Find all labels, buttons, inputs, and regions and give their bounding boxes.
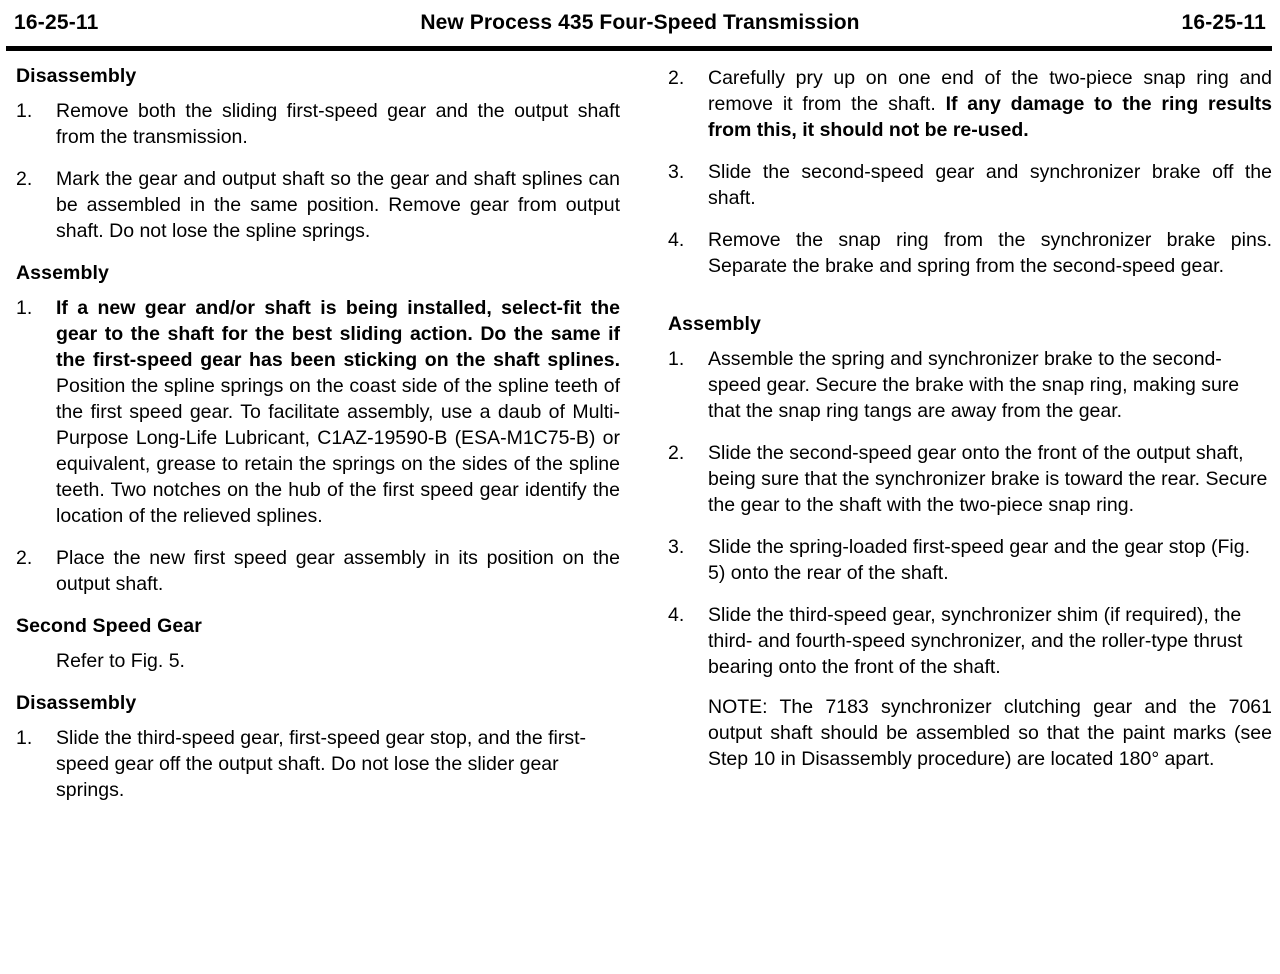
list-item xyxy=(668,65,1272,143)
list-item-text: Mark the gear and output shaft so the gear and shaft splines can be assembled in the same position. Remove gear from output shaft. Do not lose the spline springs. xyxy=(56,168,620,242)
list-item-bold-text: If a new gear and/or shaft is being installed, select-fit the gear to the shaft for the best sliding action. Do the same if the first-speed gear has been sticking on the shaft splines. xyxy=(56,297,620,371)
list-item-number: 1. xyxy=(16,297,33,319)
list-item-number: 3. xyxy=(668,161,685,183)
list-item-number: 3. xyxy=(668,536,685,558)
list-item-number: 4. xyxy=(668,604,685,626)
list-item-text: Remove both the sliding first-speed gear and the output shaft from the transmission. xyxy=(56,100,620,148)
two-column-body xyxy=(0,51,1280,819)
list-item xyxy=(668,440,1272,518)
list-item xyxy=(668,602,1272,680)
list-item-plain-text: Position the spline springs on the coast side of the spline teeth of the first speed gear. To facilitate assembly, use a daub of Multi-Purpose Long-Life Lubricant, C1AZ-19590-B (ESA-M1C75-B) or equivalent, grease to retain the springs on the sides of the spline teeth. Two notches on the hub of the first speed gear identify the location of the relieved splines. xyxy=(56,375,620,527)
list-item-number: 1. xyxy=(16,100,33,122)
list-item-text: Slide the second-speed gear onto the front of the output shaft, being sure that the synchronizer brake is toward the rear. Secure the gear to the shaft with the two-piece snap ring. xyxy=(708,442,1268,516)
list-item xyxy=(668,534,1272,586)
list-item-plain-text: Carefully pry up on one end of the two-piece snap ring and remove it from the shaft. xyxy=(708,67,1272,115)
list-item xyxy=(668,346,1272,424)
list-item xyxy=(16,166,620,244)
note-text: NOTE: The 7183 synchronizer clutching gear and the 7061 output shaft should be assembled so that the paint marks (see Step 10 in Disassembly procedure) are located 180° apart. xyxy=(708,696,1272,770)
list-item xyxy=(16,98,620,150)
refer-to-figure: Refer to Fig. 5. xyxy=(56,650,185,672)
header-right-code: 16-25-11 xyxy=(1181,11,1266,34)
list-item-text: Slide the third-speed gear, synchronizer shim (if required), the third- and fourth-speed synchronizer, and the roller-type thrust bearing onto the front of the shaft. xyxy=(708,604,1243,678)
list-item-text: Slide the third-speed gear, first-speed gear stop, and the first-speed gear off the output shaft. Do not lose the slider gear springs. xyxy=(56,727,587,801)
page-title: New Process 435 Four-Speed Transmission xyxy=(420,11,860,34)
list-item-number: 1. xyxy=(16,727,33,749)
list-item-number: 2. xyxy=(668,442,685,464)
list-item-number: 1. xyxy=(668,348,685,370)
right-column xyxy=(660,65,1272,819)
heading-assembly-right: Assembly xyxy=(668,313,761,335)
list-item-text: Slide the spring-loaded first-speed gear and the gear stop (Fig. 5) onto the rear of the shaft. xyxy=(708,536,1250,584)
heading-disassembly-second-gear: Disassembly xyxy=(16,692,137,714)
list-item-number: 2. xyxy=(668,67,685,89)
list-item xyxy=(16,295,620,529)
page-header xyxy=(0,0,1280,46)
list-item xyxy=(16,725,620,803)
list-item-number: 2. xyxy=(16,168,33,190)
list-item-text: Remove the snap ring from the synchronizer brake pins. Separate the brake and spring from the second-speed gear. xyxy=(708,229,1272,277)
list-item-text xyxy=(708,65,1272,143)
list-item-text: Assemble the spring and synchronizer brake to the second-speed gear. Secure the brake with the snap ring, making sure that the snap ring tangs are away from the gear. xyxy=(708,348,1240,422)
list-item xyxy=(16,545,620,597)
list-item xyxy=(668,227,1272,279)
heading-disassembly-left: Disassembly xyxy=(16,65,137,87)
list-item-number: 4. xyxy=(668,229,685,251)
list-item-text: Slide the second-speed gear and synchronizer brake off the shaft. xyxy=(708,161,1272,209)
list-item-number: 2. xyxy=(16,547,33,569)
header-left-code: 16-25-11 xyxy=(14,11,99,34)
heading-second-speed-gear: Second Speed Gear xyxy=(16,615,202,637)
left-column xyxy=(16,65,620,819)
list-item-text: Place the new first speed gear assembly in its position on the output shaft. xyxy=(56,547,620,595)
heading-assembly-left: Assembly xyxy=(16,262,109,284)
list-item xyxy=(668,159,1272,211)
list-item-bold-text: If any damage to the ring results from this, it should not be re-used. xyxy=(708,93,1272,141)
list-item-text xyxy=(56,295,620,529)
